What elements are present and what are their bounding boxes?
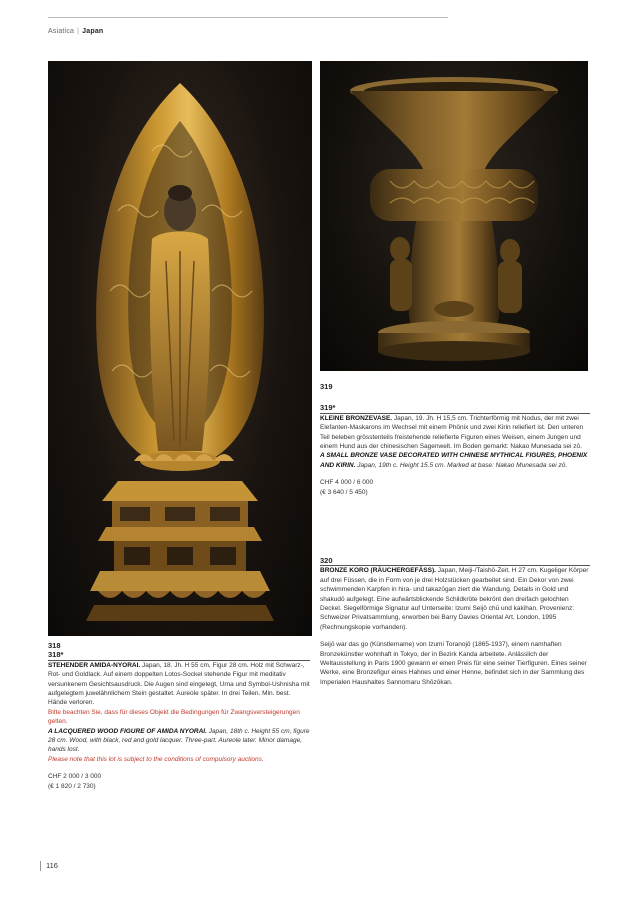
lot-number-star: 318* [48, 650, 310, 660]
lot-number: 318 [48, 641, 61, 650]
top-rule [48, 17, 448, 18]
lot-title-en: A SMALL BRONZE VASE DECORATED WITH CHINESE MYTHICAL FIGURES, PHOENIX AND KIRIN. [320, 452, 588, 469]
page-footer [40, 861, 58, 871]
lot-text-en: Japan, 18th c. Height 55 cm, figure 28 cm. Wood, with black, red and gold lacquer. Three-part. Aureole later. Minor damage, hands lost. [48, 727, 310, 754]
vase-photo[interactable] [320, 61, 588, 371]
lot-description-en [48, 727, 310, 755]
artist-note: Seijō war das go (Künstlername) von Izumi Toranojō (1865-1937), einem namhaften Bronzekünstler wohnhaft in Tokyo, der in Bezirk Kanda arbeitete. Anlässlich der Weltausstellung in Paris 1900 gewann er einen Preis für eine seiner Tierfiguren. Eines seiner Werke, eine Bronzefigur eines Hahnes und einer Henne, befindet sich in der Sammlung des Imperialen Haushaltes Sannomaru Shōzōkan. [320, 641, 587, 686]
lot-text-en: Japan, 19th c. Height 15.5 cm. Marked at base: Nakao Munesada sei zō. [355, 461, 568, 469]
amida-photo[interactable] [48, 61, 312, 636]
lot-text-de: Japan, Meiji-/Taishō-Zeit. H 27 cm. Kugeliger Körper auf drei Füssen, die in Form von je drei Holzstücken gearbeitet sind. Ein Dekor von zwei schwimmenden Karpfen in hira- und takazōgan ziert die Wandung. Details in Gold und shakudō aufgelegt. Eine aufwärtsblickende Schildkröte bekrönt den dreifach gelochten Deckel. Siegelförmige Signatur auf Unterseite: Izumi Seijō chū und kakihan. Provenienz: Schweizer Privatsammlung, erworben bei Barry Davies Oriental Art, London, 1995 (Rechnungskopie vorhanden). [320, 567, 589, 631]
lot-number-star: 319* [320, 403, 590, 413]
lot-320 [320, 556, 590, 687]
lot-318 [48, 641, 310, 791]
lot-319 [320, 382, 590, 497]
lot-description-de [320, 566, 590, 632]
estimate-eur: (€ 3 640 / 5 450) [320, 488, 368, 496]
lot-number: 319 [320, 382, 333, 391]
lot-number: 320 [320, 556, 590, 566]
subcategory-label: Japan [82, 28, 104, 35]
lot-description-en [320, 451, 590, 470]
compulsory-auction-note-en: Please note that this lot is subject to the conditions of compulsory auctions. [48, 755, 264, 763]
lot-title-de: BRONZE KORO (RÄUCHERGEFÄSS). [320, 567, 436, 575]
footer-bar [40, 861, 41, 871]
page-number: 116 [46, 861, 58, 870]
category-label: Asiatica [48, 28, 75, 35]
estimate-eur: (€ 1 820 / 2 730) [48, 782, 96, 790]
separator: | [77, 28, 80, 35]
lot-description-de [48, 661, 310, 708]
amida-figure-image [48, 61, 312, 636]
lot-title-en: A LACQUERED WOOD FIGURE OF AMIDA NYORAI. [48, 727, 207, 735]
section-header [48, 28, 103, 35]
bronze-vase-image [320, 61, 588, 371]
lot-title-de: STEHENDER AMIDA-NYORAI. [48, 661, 141, 669]
lot-text-de: Japan, 18. Jh. H 55 cm, Figur 28 cm. Holz mit Schwarz-, Rot- und Goldlack. Auf einem doppelten Lotos-Sockel stehende Figur mit meditativ versunkenem Gesichtsausdruck. Die Augen sind eingelegt, Urna und Symbol-Ushnisha mit aufgelegtem juwelähnlichem Stein gestaltet. Aureole später. In drei Teilen. Min. best. Hände verloren. [48, 661, 310, 707]
lot-title-de: KLEINE BRONZEVASE. [320, 414, 393, 422]
lot-description-de [320, 414, 590, 452]
compulsory-auction-note-de: Bitte beachten Sie, dass für dieses Objekt die Bedingungen für Zwangsversteigerungen gelten. [48, 708, 300, 726]
estimate-chf: CHF 2 000 / 3 000 [48, 773, 102, 781]
estimate-chf: CHF 4 000 / 6 000 [320, 479, 374, 487]
lot-text-de: Japan, 19. Jh. H 15,5 cm. Trichterförmig mit Nodus, der mit zwei Elefanten-Maskarons im Wechsel mit einem Phönix und zwei Kirin reliefiert ist. Den unteren Teil beleben grösstenteils freistehende reliefierte Figuren eines Weisen, einem Jungen und einem Hund aus der chinesischen Sagenwelt. Im Boden gemarkt: Nakao Munesada sei zō. [320, 414, 584, 451]
